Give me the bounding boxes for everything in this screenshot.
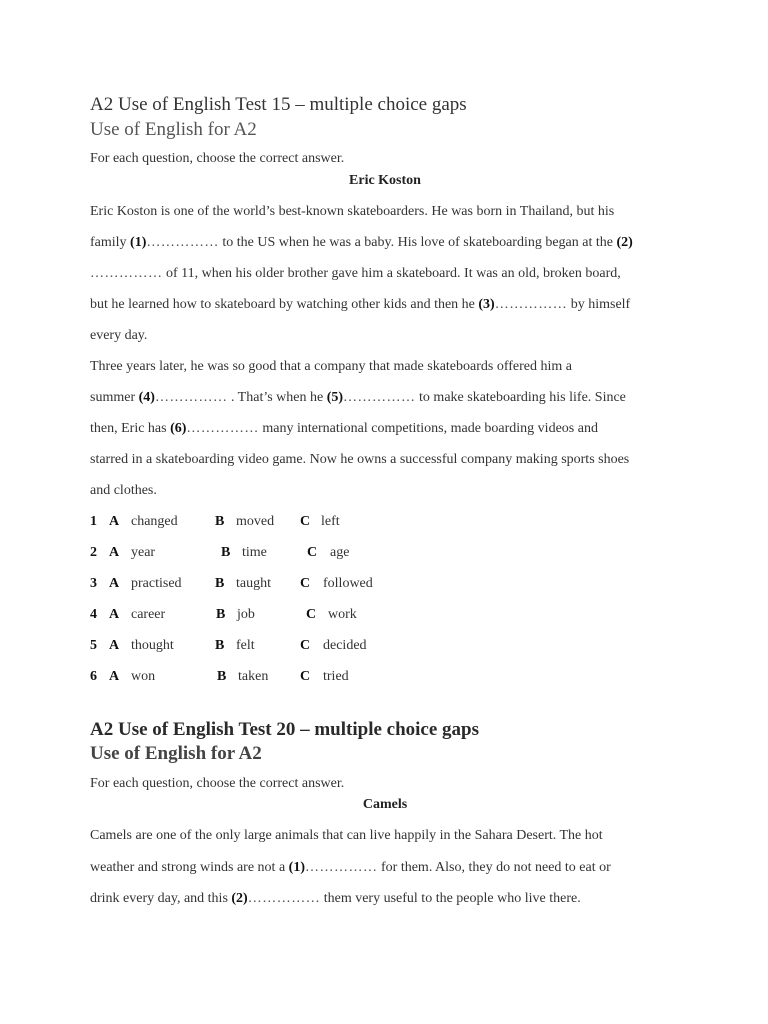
- test15-passage-title: Eric Koston: [349, 173, 421, 188]
- option-c[interactable]: followed: [323, 576, 373, 591]
- gap-dots: ……………: [343, 390, 416, 405]
- option-c[interactable]: decided: [323, 638, 367, 653]
- test15-subtitle: Use of English for A2: [90, 119, 257, 140]
- passage-line: Eric Koston is one of the world’s best-known skateboarders. He was born in Thailand, but his: [90, 204, 615, 219]
- option-letter: B: [215, 514, 225, 529]
- passage-line: but he learned how to skateboard by watching other kids and then he (3)…………… by himself: [90, 297, 631, 312]
- question-number: 4: [90, 607, 97, 622]
- option-letter: A: [109, 514, 120, 529]
- option-letter: B: [215, 576, 225, 591]
- option-c[interactable]: tried: [323, 669, 349, 684]
- passage-line: weather and strong winds are not a (1)…………… for them. Also, they do not need to eat or: [90, 860, 611, 875]
- passage-line: family (1)…………… to the US when he was a baby. His love of skateboarding began at the (2): [90, 235, 633, 250]
- option-letter: A: [109, 545, 120, 560]
- question-number: 2: [90, 545, 97, 560]
- answer-options-row: [90, 669, 490, 689]
- gap-number: (3): [478, 297, 495, 312]
- passage-line: drink every day, and this (2)…………… them very useful to the people who live there.: [90, 891, 581, 906]
- gap-number: (5): [326, 390, 344, 405]
- passage-line: …………… of 11, when his older brother gave him a skateboard. It was an old, broken board,: [90, 266, 621, 281]
- option-letter: C: [300, 669, 311, 684]
- gap-number: (2): [616, 235, 633, 250]
- option-c[interactable]: left: [321, 514, 340, 529]
- answer-options-row: [90, 576, 490, 596]
- option-letter: C: [300, 576, 311, 591]
- option-a[interactable]: year: [131, 545, 156, 560]
- option-letter: B: [217, 669, 227, 684]
- option-a[interactable]: practised: [131, 576, 182, 591]
- answer-options-row: [90, 607, 490, 627]
- option-letter: A: [109, 607, 120, 622]
- option-letter: A: [109, 669, 120, 684]
- gap-number: (1): [130, 235, 147, 250]
- option-letter: C: [307, 545, 318, 560]
- answer-options-row: [90, 638, 490, 658]
- test20-subtitle: Use of English for A2: [90, 743, 262, 764]
- option-a[interactable]: thought: [131, 638, 174, 653]
- test15-instruction: For each question, choose the correct answer.: [90, 151, 345, 166]
- passage-line: then, Eric has (6)…………… many international competitions, made boarding videos and: [90, 421, 598, 436]
- option-b[interactable]: moved: [236, 514, 275, 529]
- passage-line: Camels are one of the only large animals that can live happily in the Sahara Desert. The hot: [90, 828, 603, 843]
- option-b[interactable]: job: [237, 607, 255, 622]
- gap-dots: ……………: [146, 235, 219, 250]
- test20-passage-title: Camels: [362, 797, 408, 812]
- option-letter: C: [306, 607, 317, 622]
- gap-dots: ……………: [494, 297, 568, 312]
- passage-line: and clothes.: [90, 483, 157, 498]
- option-letter: B: [221, 545, 231, 560]
- gap-number: (1): [288, 860, 305, 875]
- test15-title: A2 Use of English Test 15 – multiple choice gaps: [90, 94, 467, 115]
- passage-line: Three years later, he was so good that a company that made skateboards offered him a: [90, 359, 573, 374]
- passage-line: starred in a skateboarding video game. Now he owns a successful company making sports shoes: [90, 452, 630, 467]
- question-number: 1: [90, 514, 97, 529]
- gap-dots: ……………: [247, 891, 321, 906]
- answer-options-row: [90, 514, 490, 534]
- passage-line: every day.: [90, 328, 148, 343]
- option-letter: B: [216, 607, 226, 622]
- option-a[interactable]: changed: [131, 514, 178, 529]
- option-letter: C: [300, 514, 311, 529]
- option-b[interactable]: taken: [238, 669, 269, 684]
- passage-line: summer (4)…………… . That’s when he (5)…………… to make skateboarding his life. Since: [90, 390, 626, 405]
- option-c[interactable]: age: [330, 545, 350, 560]
- gap-dots: ……………: [305, 860, 378, 875]
- gap-number: (2): [231, 891, 248, 906]
- gap-number: (6): [170, 421, 187, 436]
- option-b[interactable]: taught: [236, 576, 271, 591]
- option-letter: A: [109, 576, 120, 591]
- question-number: 3: [90, 576, 97, 591]
- option-b[interactable]: felt: [236, 638, 255, 653]
- question-number: 5: [90, 638, 97, 653]
- option-a[interactable]: career: [131, 607, 166, 622]
- question-number: 6: [90, 669, 97, 684]
- option-letter: C: [300, 638, 311, 653]
- gap-dots: ……………: [186, 421, 259, 436]
- option-a[interactable]: won: [131, 669, 156, 684]
- gap-number: (4): [138, 390, 155, 405]
- option-c[interactable]: work: [328, 607, 357, 622]
- option-letter: B: [215, 638, 225, 653]
- test20-instruction: For each question, choose the correct answer.: [90, 776, 345, 791]
- answer-options-row: [90, 545, 490, 565]
- test20-title: A2 Use of English Test 20 – multiple choice gaps: [90, 719, 480, 740]
- option-letter: A: [109, 638, 120, 653]
- option-b[interactable]: time: [242, 545, 267, 560]
- gap-dots: ……………: [90, 266, 163, 281]
- gap-dots: ……………: [154, 390, 228, 405]
